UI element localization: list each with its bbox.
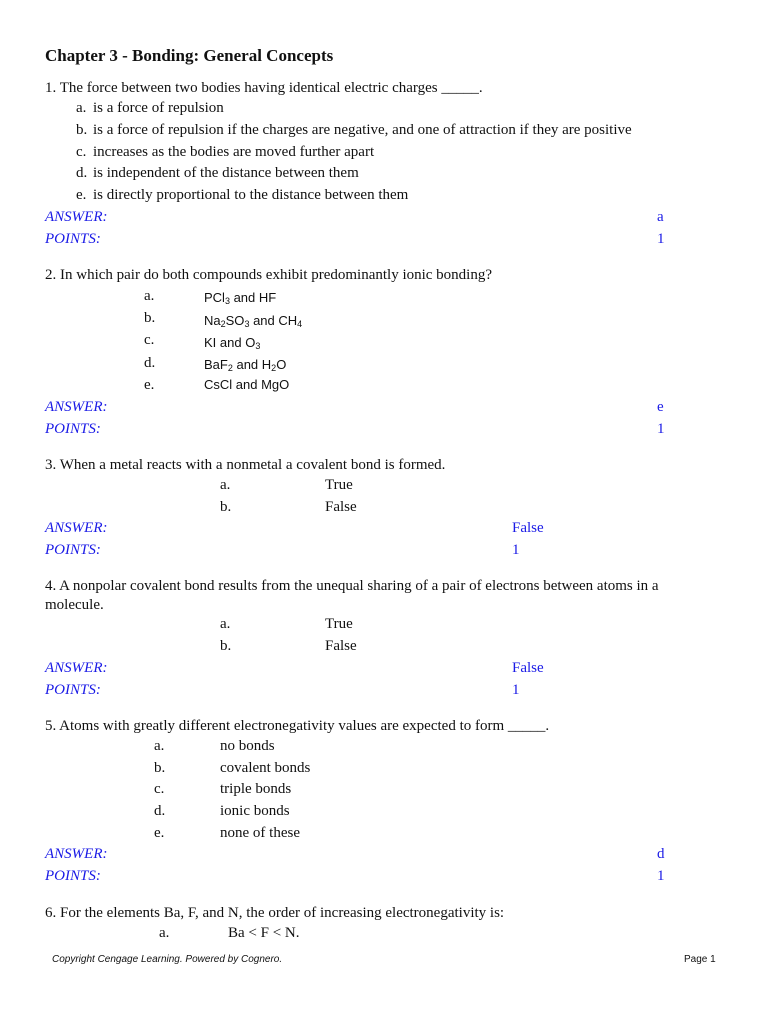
- question-2-text: 2. In which pair do both compounds exhibit predominantly ionic bonding?: [45, 267, 493, 283]
- q1-option-c: increases as the bodies are moved further apart: [93, 144, 375, 160]
- answer-label: ANSWER:: [45, 399, 108, 415]
- q1-option-b: is a force of repulsion if the charges are negative, and one of attraction if they are positive: [93, 122, 632, 138]
- q2-option-letter: a.: [144, 288, 155, 304]
- q5-option-letter: d.: [154, 803, 166, 819]
- q5-points-value: 1: [657, 868, 665, 884]
- q5-option-d: ionic bonds: [220, 803, 290, 819]
- points-label: POINTS:: [45, 231, 101, 247]
- q2-option-a: PCl$_3$ and HF: [204, 290, 277, 306]
- points-label: POINTS:: [45, 421, 101, 437]
- q4-answer-value: False: [512, 660, 544, 676]
- q3-option-letter: a.: [220, 477, 231, 493]
- question-3-text: 3. When a metal reacts with a nonmetal a covalent bond is formed.: [45, 457, 446, 473]
- q2-option-letter: b.: [144, 310, 156, 326]
- answer-label: ANSWER:: [45, 846, 108, 862]
- q4-option-letter: a.: [220, 616, 231, 632]
- q6-option-a: Ba < F < N.: [228, 925, 300, 941]
- q4-option-b: False: [325, 638, 357, 654]
- q5-answer-value: d: [657, 846, 665, 862]
- q1-option-e: is directly proportional to the distance between them: [93, 187, 409, 203]
- q2-option-letter: c.: [144, 332, 155, 348]
- answer-label: ANSWER:: [45, 209, 108, 225]
- footer-copyright: Copyright Cengage Learning. Powered by Cognero.: [52, 954, 283, 965]
- q3-option-letter: b.: [220, 499, 232, 515]
- q5-option-b: covalent bonds: [220, 760, 311, 776]
- points-label: POINTS:: [45, 542, 101, 558]
- q5-option-letter: c.: [154, 781, 165, 797]
- points-label: POINTS:: [45, 868, 101, 884]
- q2-points-value: 1: [657, 421, 665, 437]
- q2-option-b: $Na_2SO_3$ and $CH_4$: [204, 313, 303, 329]
- question-1-text: 1. The force between two bodies having identical electric charges _____.: [45, 80, 483, 96]
- q1-answer-value: a: [657, 209, 664, 225]
- q5-option-c: triple bonds: [220, 781, 292, 797]
- q2-option-e: CsCl and MgO: [204, 377, 290, 392]
- page-title: Chapter 3 - Bonding: General Concepts: [45, 46, 334, 65]
- answer-label: ANSWER:: [45, 660, 108, 676]
- q5-option-letter: e.: [154, 825, 165, 841]
- q1-option-a: is a force of repulsion: [93, 100, 224, 116]
- question-5-text: 5. Atoms with greatly different electronegativity values are expected to form _____.: [45, 718, 550, 734]
- q2-option-d: BaF$_2$ and $H_2O$: [204, 357, 287, 373]
- q1-option-letter: e.: [76, 187, 87, 203]
- q1-points-value: 1: [657, 231, 665, 247]
- points-label: POINTS:: [45, 682, 101, 698]
- q1-option-d: is independent of the distance between them: [93, 165, 359, 181]
- answer-label: ANSWER:: [45, 520, 108, 536]
- question-4-text: 4. A nonpolar covalent bond results from the unequal sharing of a pair of electrons between atoms in a molecule.: [45, 578, 659, 613]
- q2-option-letter: d.: [144, 355, 156, 371]
- q4-points-value: 1: [512, 682, 520, 698]
- q5-option-a: no bonds: [220, 738, 275, 754]
- question-6-text: 6. For the elements Ba, F, and N, the order of increasing electronegativity is:: [45, 905, 505, 921]
- q1-option-letter: a.: [76, 100, 87, 116]
- q4-option-a: True: [325, 616, 353, 632]
- q4-option-letter: b.: [220, 638, 232, 654]
- q1-option-letter: b.: [76, 122, 88, 138]
- q5-option-e: none of these: [220, 825, 300, 841]
- q3-option-a: True: [325, 477, 353, 493]
- footer-page-number: Page 1: [684, 954, 716, 965]
- q1-option-letter: c.: [76, 144, 87, 160]
- q5-option-letter: b.: [154, 760, 166, 776]
- q6-option-letter: a.: [159, 925, 170, 941]
- q5-option-letter: a.: [154, 738, 165, 754]
- q2-answer-value: e: [657, 399, 664, 415]
- q3-option-b: False: [325, 499, 357, 515]
- q3-answer-value: False: [512, 520, 544, 536]
- q2-option-c: KI and $O_3$: [204, 335, 261, 351]
- q3-points-value: 1: [512, 542, 520, 558]
- q2-option-letter: e.: [144, 377, 155, 393]
- q1-option-letter: d.: [76, 165, 88, 181]
